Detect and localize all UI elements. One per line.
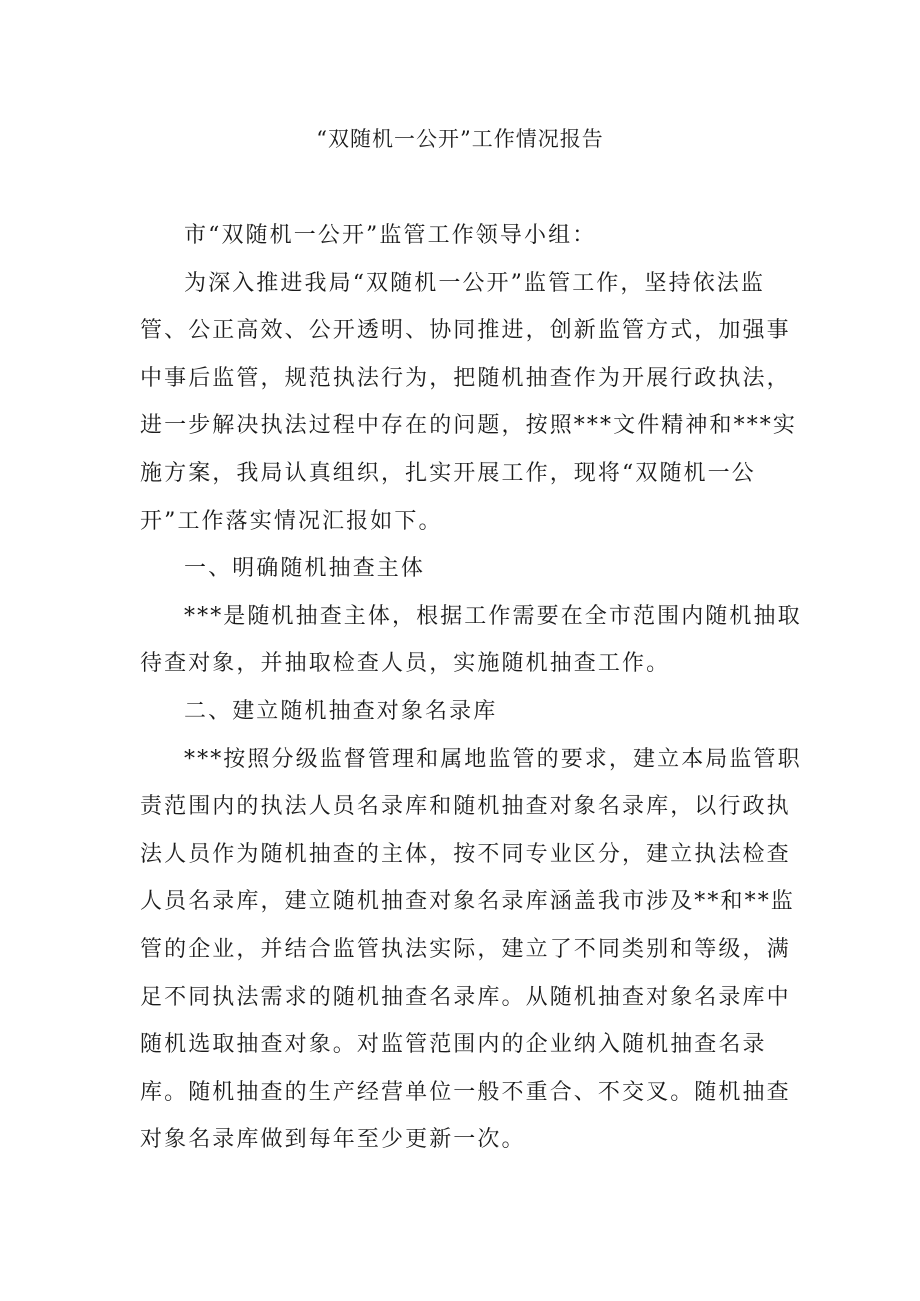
intro-line: 为深入推进我局“双随机一公开”监管工作，坚持依法监 <box>184 270 765 296</box>
section-2-line: 随机选取抽查对象。对监管范围内的企业纳入随机抽查名录 <box>140 1032 767 1058</box>
section-2-line: ***按照分级监督管理和属地监管的要求，建立本局监管职 <box>184 746 802 772</box>
document-title: “双随机一公开”工作情况报告 <box>316 127 604 151</box>
section-2-line: 库。随机抽查的生产经营单位一般不重合、不交叉。随机抽查 <box>140 1079 791 1105</box>
intro-line: 进一步解决执法过程中存在的问题，按照***文件精神和***实 <box>140 413 798 439</box>
intro-line: 管、公正高效、公开透明、协同推进，创新监管方式，加强事 <box>140 318 791 344</box>
intro-line: 施方案，我局认真组织，扎实开展工作，现将“双随机一公 <box>140 460 756 486</box>
section-1-heading: 一、明确随机抽查主体 <box>184 556 426 582</box>
section-2-line: 足不同执法需求的随机抽查名录库。从随机抽查对象名录库中 <box>140 984 791 1010</box>
section-2-line: 人员名录库，建立随机抽查对象名录库涵盖我市涉及**和**监 <box>140 889 795 915</box>
salutation: 市“双随机一公开”监管工作领导小组： <box>184 223 597 248</box>
intro-paragraph <box>140 260 798 546</box>
section-2-line: 法人员作为随机抽查的主体，按不同专业区分，建立执法检查 <box>140 841 791 867</box>
section-2-heading: 二、建立随机抽查对象名录库 <box>184 698 498 724</box>
section-1-line: ***是随机抽查主体，根据工作需要在全市范围内随机抽取 <box>184 603 802 629</box>
intro-line: 中事后监管，规范执法行为，把随机抽查作为开展行政执法， <box>140 365 791 391</box>
section-1-paragraph <box>140 593 802 688</box>
section-2-paragraph <box>140 736 802 1164</box>
section-2-line: 对象名录库做到每年至少更新一次。 <box>140 1127 526 1153</box>
section-1-line: 待查对象，并抽取检查人员，实施随机抽查工作。 <box>140 651 671 677</box>
section-2-line: 责范围内的执法人员名录库和随机抽查对象名录库，以行政执 <box>140 794 791 820</box>
document-body <box>140 212 802 1164</box>
intro-line: 开”工作落实情况汇报如下。 <box>140 508 443 534</box>
section-2-line: 管的企业，并结合监管执法实际，建立了不同类别和等级，满 <box>140 936 791 962</box>
